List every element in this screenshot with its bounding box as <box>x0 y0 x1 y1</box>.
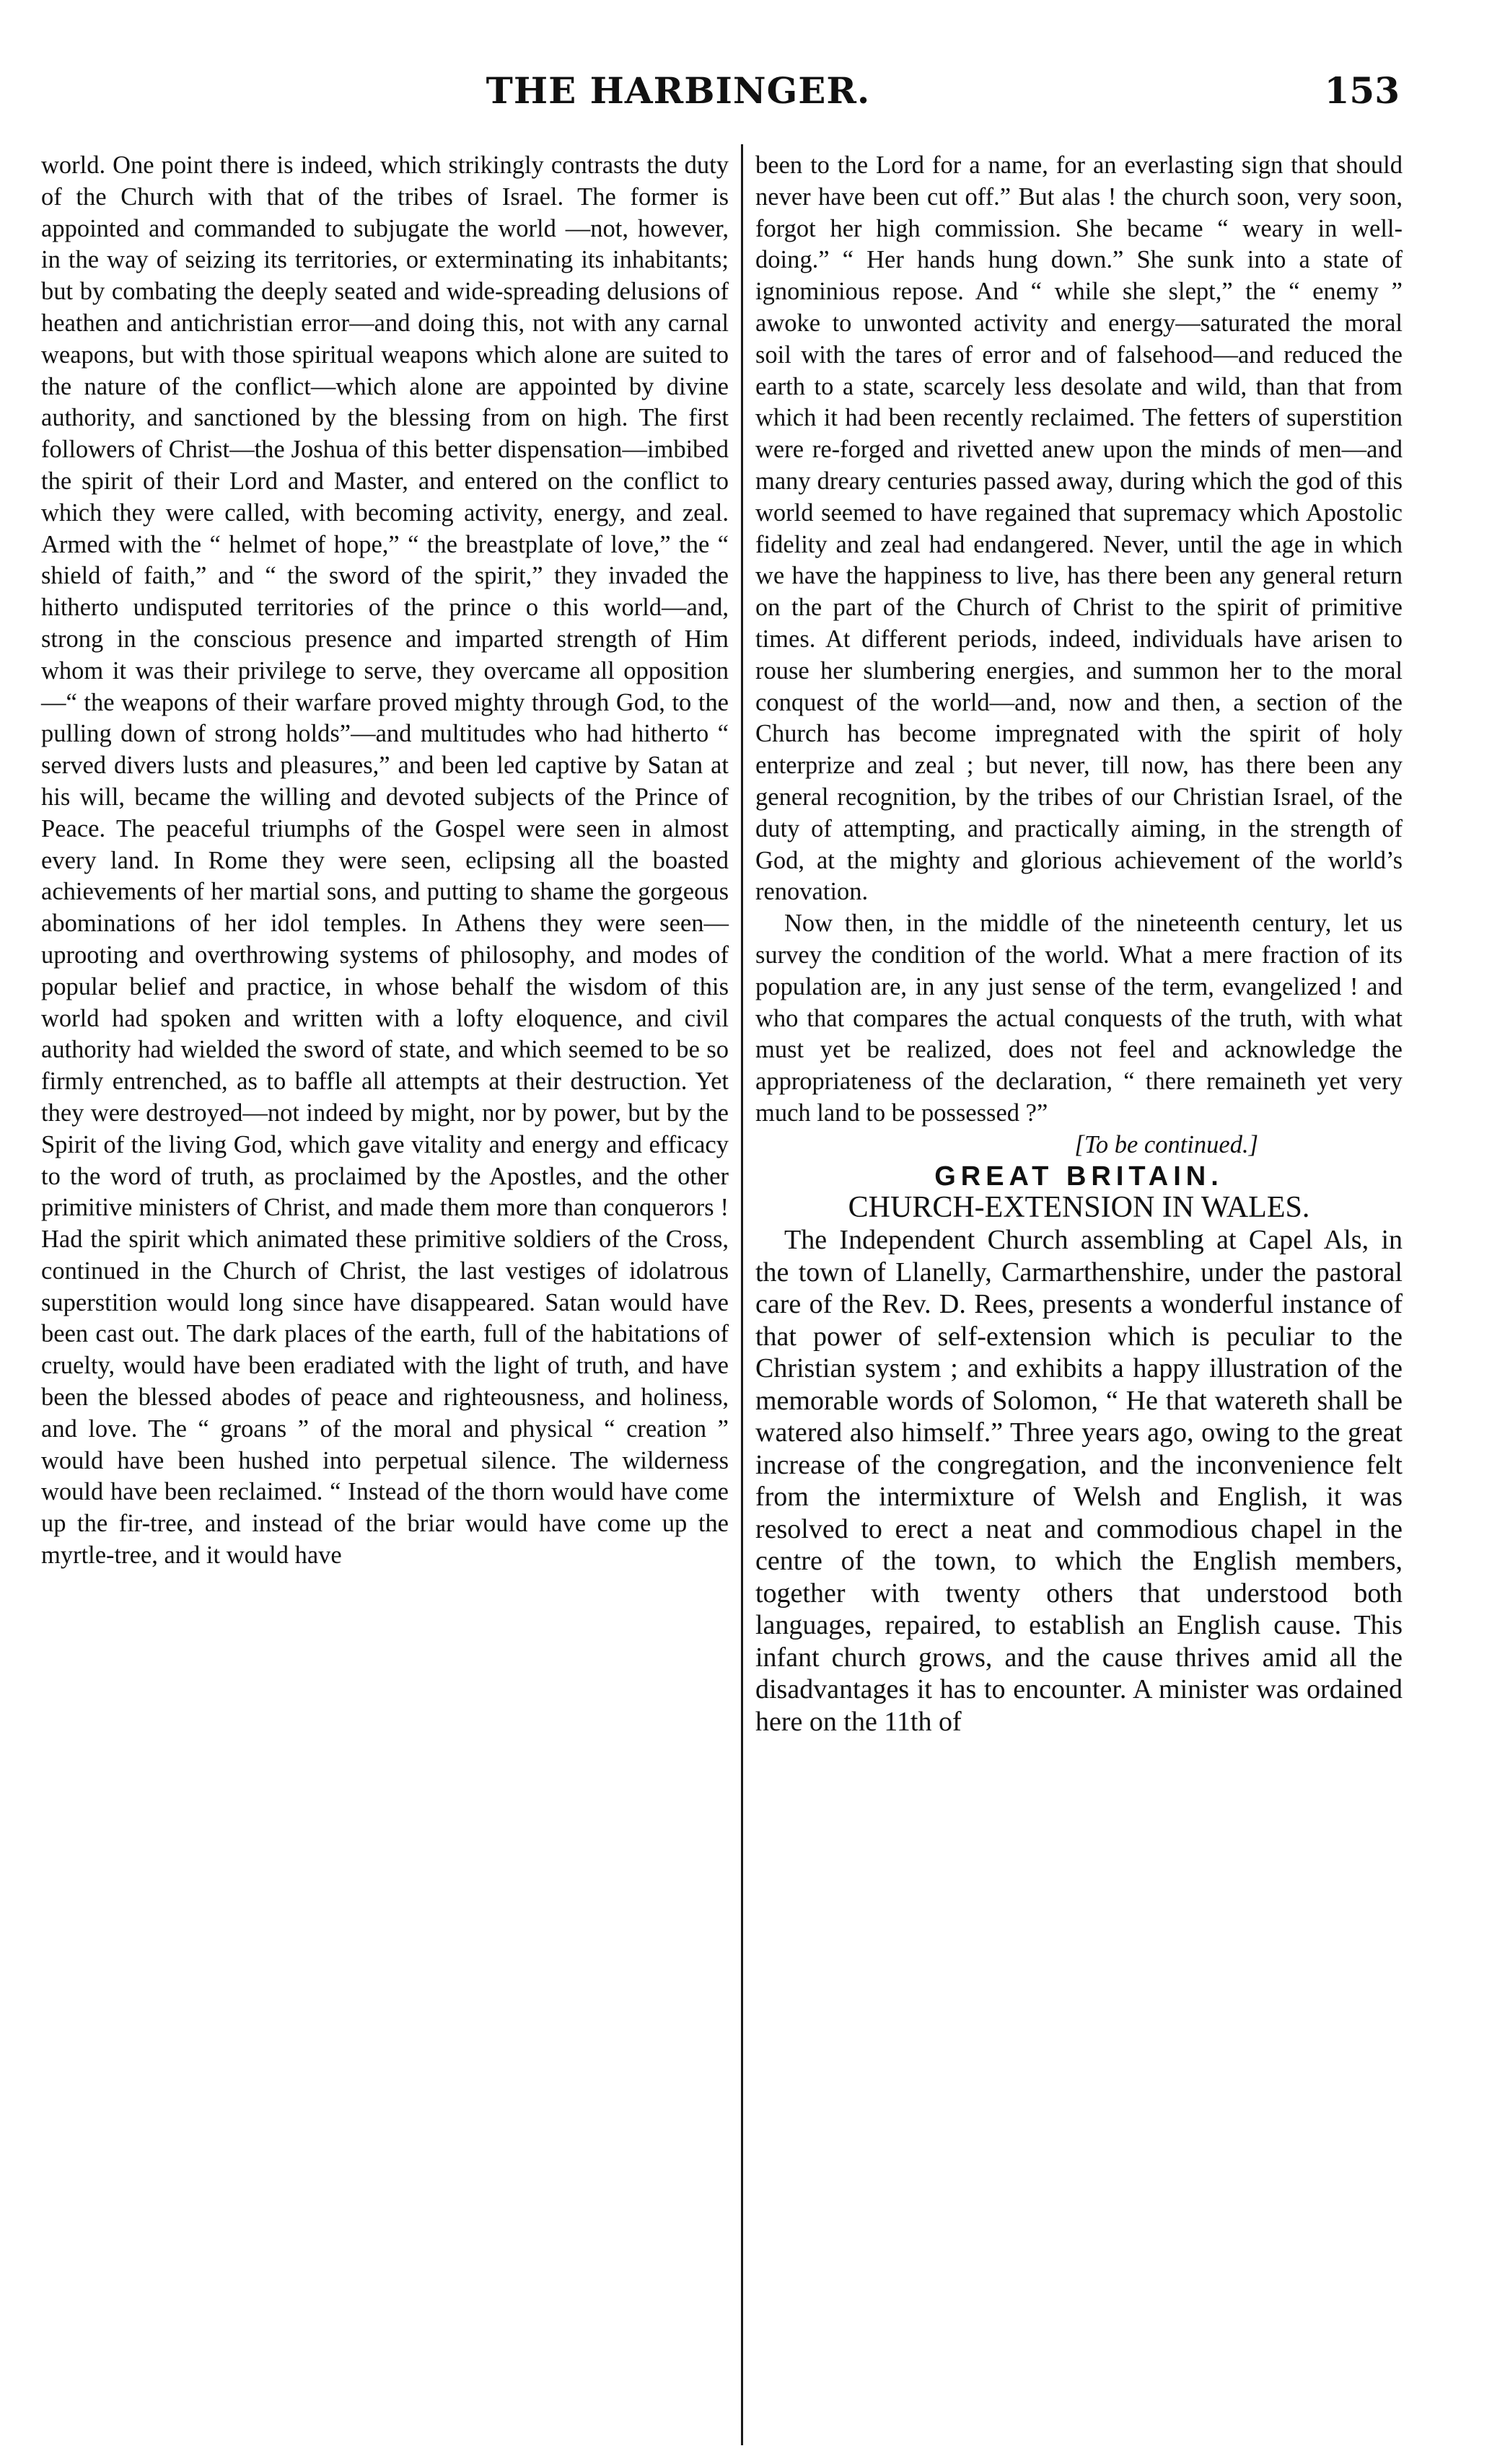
right-column <box>755 150 1403 1738</box>
page-number: 153 <box>1324 69 1400 112</box>
article-paragraph: The Independent Church assembling at Capel Als, in the town of Llanelly, Carmarthenshire, under the pastoral care of the Rev. D. Rees, presents a wonderful instance of that power of self-extension which is peculiar to the Christian system ; and exhibits a happy illustration of the memorable words of Solomon, “ He that watereth shall be watered also himself.” Three years ago, owing to the great increase of the congregation, and the inconvenience felt from the intermixture of Welsh and English, it was resolved to erect a neat and commodious chapel in the centre of the town, to which the English members, together with twenty others that understood both languages, repaired, to establish an English cause. This infant church grows, and the cause thrives amid all the disadvantages it has to encounter. A minister was ordained here on the 11th of <box>755 1225 1403 1737</box>
article-heading: CHURCH-EXTENSION IN WALES. <box>848 1191 1310 1225</box>
left-column <box>41 150 729 1572</box>
left-column-paragraph: world. One point there is indeed, which strikingly contrasts the duty of the Church with that of the tribes of Israel. The former is appointed and commanded to subjugate the world —not, however, in the way of seizing its territories, or exterminating its inhabitants; but by combating the deeply seated and wide-spreading delusions of heathen and antichristian error—and doing this, not with any carnal weapons, but with those spiritual weapons which alone are suited to the nature of the conflict—which alone are appointed by divine authority, and sanctioned by the blessing from on high. The first followers of Christ—the Joshua of this better dispensation—imbibed the spirit of their Lord and Master, and entered on the conflict to which they were called, with becoming activity, energy, and zeal. Armed with the “ helmet of hope,” “ the breastplate of love,” the “ shield of faith,” and “ the sword of the spirit,” they invaded the hitherto undisputed territories of the prince o this world—and, strong in the conscious presence and imparted strength of Him whom it was their privilege to serve, they overcame all opposition—“ the weapons of their warfare proved mighty through God, to the pulling down of strong holds”—and multitudes who had hitherto “ served divers lusts and pleasures,” and been led captive by Satan at his will, became the willing and devoted subjects of the Prince of Peace. The peaceful triumphs of the Gospel were seen in almost every land. In Rome they were seen, eclipsing all the boasted achievements of her martial sons, and putting to shame the gorgeous abominations of her idol temples. In Athens they were seen—uprooting and overthrowing systems of philosophy, and modes of popular belief and practice, in whose behalf the wisdom of this world had spoken and written with a lofty eloquence, and civil authority had wielded the sword of state, and which seemed to be so firmly entrenched, as to baffle all attempts at their destruction. Yet they were destroyed—not indeed by might, nor by power, but by the Spirit of the living God, which gave vitality and energy and efficacy to the word of truth, as proclaimed by the Apostles, and the other primitive ministers of Christ, and made them more than conquerors ! Had the spirit which animated these primitive soldiers of the Cross, continued in the Church of Christ, the last vestiges of idolatrous superstition would long since have disappeared. Satan would have been cast out. The dark places of the earth, full of the habitations of cruelty, would have been eradiated with the light of truth, and have been the blessed abodes of peace and righteousness, and holiness, and love. The “ groans ” of the moral and physical “ creation ” would have been hushed into perpetual silence. The wilderness would have been reclaimed. “ Instead of the thorn would have come up the fir-tree, and instead of the briar would have come up the myrtle-tree, and it would have <box>41 151 729 1570</box>
column-divider <box>741 144 743 2445</box>
to-be-continued-note: [To be continued.] <box>1074 1130 1258 1158</box>
right-paragraph-2: Now then, in the middle of the nineteenth century, let us survey the condition of the world. What a mere fraction of its population are, in any just sense of the term, evangelized ! and who that compares the actual conquests of the truth, with what must yet be realized, does not feel and acknowledge the appropriateness of the declaration, “ there remaineth yet very much land to be possessed ?” <box>755 910 1403 1127</box>
running-title: THE HARBINGER. <box>486 69 871 112</box>
right-paragraph-1: been to the Lord for a name, for an everlasting sign that should never have been cut off.” But alas ! the church soon, very soon, forgot her high commission. She became “ weary in well-doing.” “ Her hands hung down.” She sunk into a state of ignominious repose. And “ while she slept,” the “ enemy ” awoke to unwonted activity and energy—saturated the moral soil with the tares of error and of falsehood—and reduced the earth to a state, scarcely less desolate and wild, than that from which it had been recently reclaimed. The fetters of superstition were re-forged and rivetted anew upon the minds of men—and many dreary centuries passed away, during which the god of this world seemed to have regained that supremacy which Apostolic fidelity and zeal had endangered. Never, until the age in which we have the happiness to live, has there been any general return on the part of the Church of Christ to the spirit of primitive times. At different periods, indeed, individuals have arisen to rouse her slumbering energies, and summon her to the moral conquest of the world—and, now and then, a section of the Church has become impregnated with the spirit of holy enterprize and zeal ; but never, till now, has there been any general recognition, by the tribes of our Christian Israel, of the duty of attempting, and practically aiming, in the strength of God, at the mighty and glorious achievement of the world’s renovation. <box>755 151 1403 906</box>
section-heading: GREAT BRITAIN. <box>934 1161 1224 1192</box>
